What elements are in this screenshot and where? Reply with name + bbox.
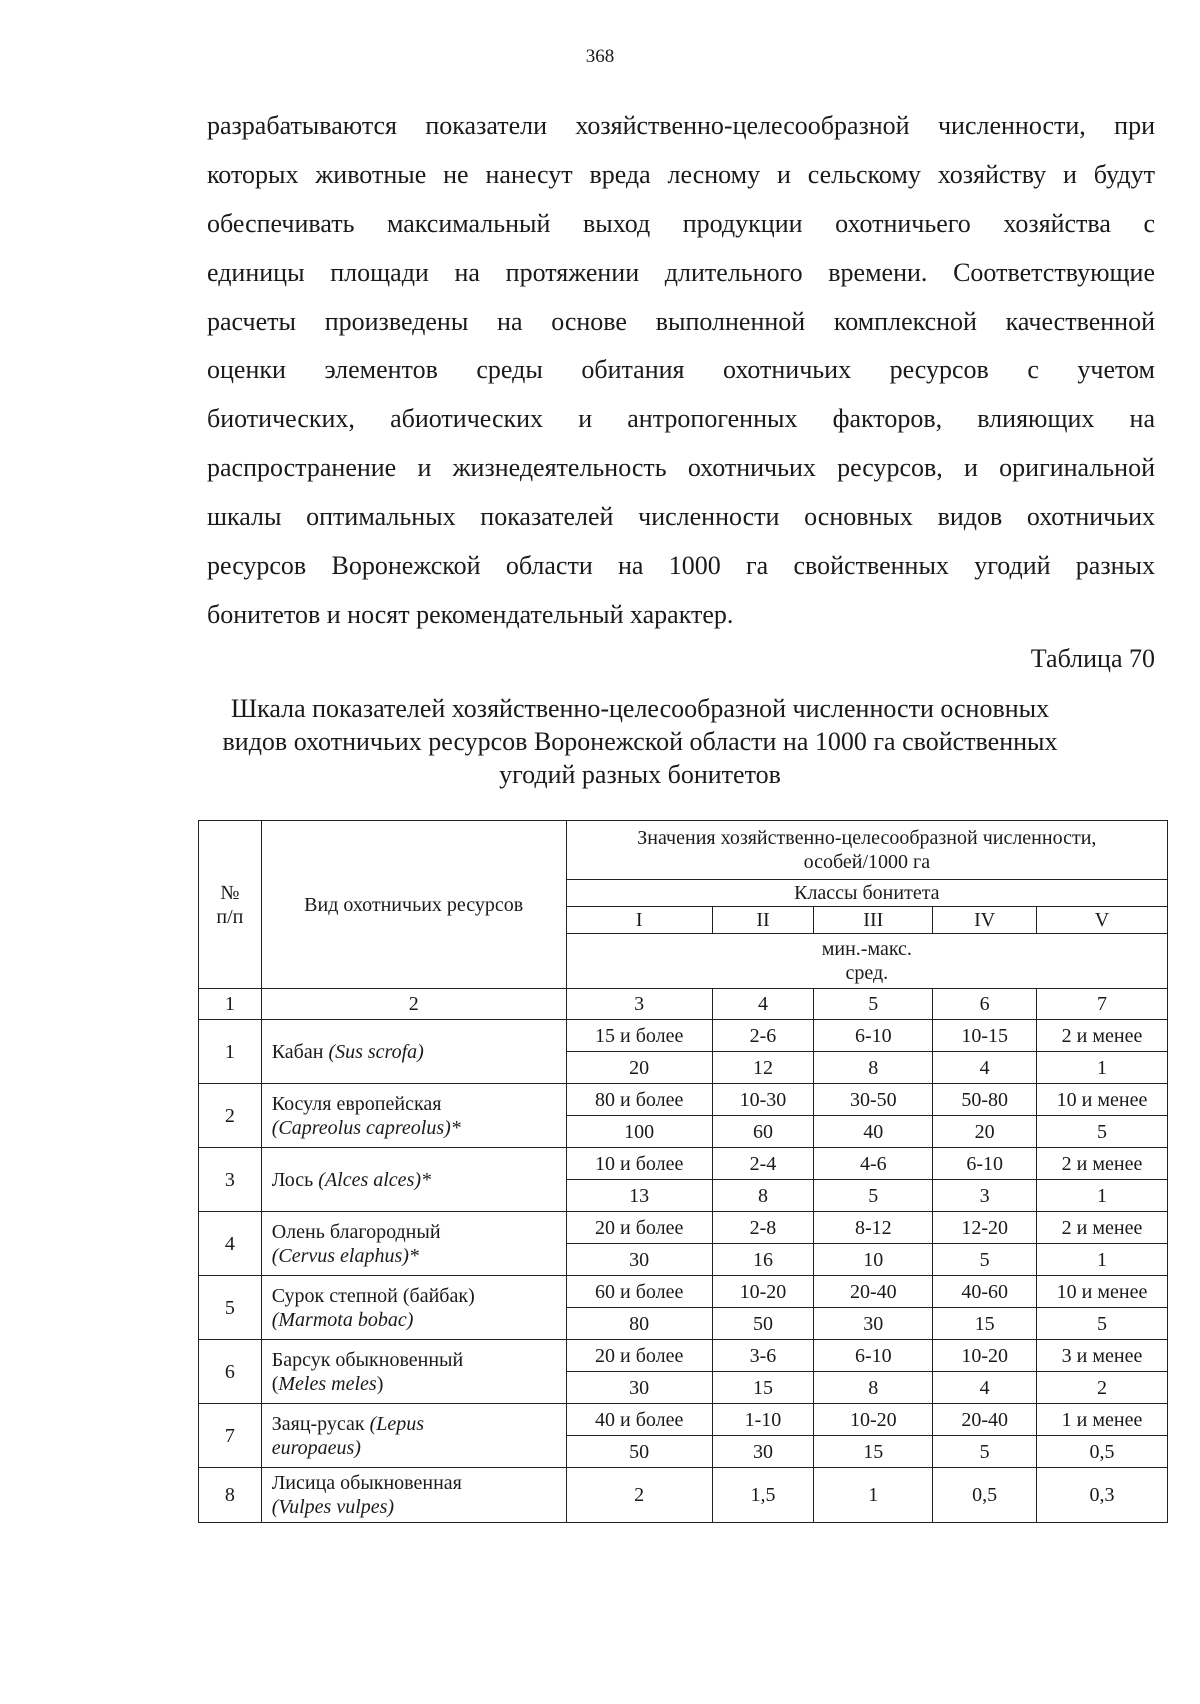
range-value: 10 и менее bbox=[1037, 1084, 1168, 1116]
average-value: 15 bbox=[814, 1436, 933, 1468]
header-class-iv: IV bbox=[933, 907, 1037, 934]
average-value: 3 bbox=[933, 1180, 1037, 1212]
range-value: 2-6 bbox=[712, 1020, 814, 1052]
species-cell bbox=[261, 1468, 566, 1523]
average-value: 50 bbox=[566, 1436, 712, 1468]
paragraph-line: бонитетов и носят рекомендательный характер. bbox=[207, 599, 734, 629]
range-value: 2 и менее bbox=[1037, 1212, 1168, 1244]
range-value: 20-40 bbox=[933, 1404, 1037, 1436]
paragraph-line: которых животные не нанесут вреда лесному и сельскому хозяйству и будут bbox=[207, 159, 1155, 189]
range-value: 6-10 bbox=[814, 1340, 933, 1372]
paragraph-line: разрабатываются показатели хозяйственно-целесообразной численности, при bbox=[207, 111, 1155, 140]
col-number: 1 bbox=[199, 989, 262, 1020]
header-num: № п/п bbox=[199, 821, 262, 989]
range-value: 10-15 bbox=[933, 1020, 1037, 1052]
species-latin: (Marmota bobac) bbox=[271, 1308, 414, 1331]
species-cell bbox=[261, 1148, 566, 1212]
average-value: 80 bbox=[566, 1308, 712, 1340]
row-number: 1 bbox=[199, 1020, 262, 1084]
table-row bbox=[199, 1212, 1168, 1244]
average-value: 5 bbox=[814, 1180, 933, 1212]
range-value: 6-10 bbox=[814, 1020, 933, 1052]
row-number: 6 bbox=[199, 1340, 262, 1404]
average-value: 1 bbox=[1037, 1244, 1168, 1276]
header-class-v: V bbox=[1037, 907, 1168, 934]
table-row bbox=[199, 1020, 1168, 1052]
species-latin: Meles meles bbox=[278, 1372, 377, 1395]
range-value: 15 и более bbox=[566, 1020, 712, 1052]
species-name: Сурок степной (байбак) bbox=[271, 1284, 475, 1307]
species-cell bbox=[261, 1404, 566, 1468]
average-value: 4 bbox=[933, 1372, 1037, 1404]
species-name: Барсук обыкновенный ( bbox=[271, 1348, 464, 1395]
range-value: 10-20 bbox=[933, 1340, 1037, 1372]
row-number: 4 bbox=[199, 1212, 262, 1276]
species-name: Заяц-русак bbox=[271, 1412, 370, 1435]
range-value: 40-60 bbox=[933, 1276, 1037, 1308]
column-numbers-row bbox=[199, 989, 1168, 1020]
average-value: 60 bbox=[712, 1116, 814, 1148]
species-cell bbox=[261, 1276, 566, 1340]
paragraph-line: обеспечивать максимальный выход продукции охотничьего хозяйства с bbox=[207, 208, 1155, 238]
range-value: 40 и более bbox=[566, 1404, 712, 1436]
header-class-ii: II bbox=[712, 907, 814, 934]
range-value: 2-4 bbox=[712, 1148, 814, 1180]
species-latin: (Lepus europaeus) bbox=[271, 1412, 425, 1459]
range-value: 20 и более bbox=[566, 1340, 712, 1372]
table-row bbox=[199, 1084, 1168, 1116]
species-cell bbox=[261, 1340, 566, 1404]
range-value: 60 и более bbox=[566, 1276, 712, 1308]
species-name: Кабан bbox=[271, 1040, 329, 1063]
col-number: 3 bbox=[566, 989, 712, 1020]
value: 1,5 bbox=[712, 1468, 814, 1523]
range-value: 1 и менее bbox=[1037, 1404, 1168, 1436]
header-class-i: I bbox=[566, 907, 712, 934]
species-name: Косуля европейская bbox=[271, 1092, 442, 1115]
species-name: Лисица обыкновенная bbox=[271, 1472, 462, 1494]
header-minmax: мин.-макс. сред. bbox=[566, 934, 1167, 989]
value: 1 bbox=[814, 1468, 933, 1523]
average-value: 12 bbox=[712, 1052, 814, 1084]
paragraph-line: расчеты произведены на основе выполненной комплексной качественной bbox=[207, 306, 1155, 336]
average-value: 1 bbox=[1037, 1052, 1168, 1084]
average-value: 50 bbox=[712, 1308, 814, 1340]
average-value: 13 bbox=[566, 1180, 712, 1212]
value: 0,5 bbox=[933, 1468, 1037, 1523]
paragraph-line: ресурсов Воронежской области на 1000 га свойственных угодий разных bbox=[207, 551, 1155, 581]
paragraph-line: распространение и жизнедеятельность охотничьих ресурсов, и оригинальной bbox=[207, 453, 1155, 483]
range-value: 3 и менее bbox=[1037, 1340, 1168, 1372]
table-row bbox=[199, 1404, 1168, 1436]
average-value: 30 bbox=[712, 1436, 814, 1468]
header-classes: Классы бонитета bbox=[566, 880, 1167, 907]
col-number: 6 bbox=[933, 989, 1037, 1020]
col-number: 4 bbox=[712, 989, 814, 1020]
table-title-line: видов охотничьих ресурсов Воронежской области на 1000 га свойственных bbox=[222, 727, 1058, 756]
col-number: 5 bbox=[814, 989, 933, 1020]
row-number: 3 bbox=[199, 1148, 262, 1212]
species-cell bbox=[261, 1020, 566, 1084]
range-value: 10-20 bbox=[814, 1404, 933, 1436]
average-value: 8 bbox=[814, 1372, 933, 1404]
header-class-iii: III bbox=[814, 907, 933, 934]
range-value: 10-30 bbox=[712, 1084, 814, 1116]
average-value: 15 bbox=[933, 1308, 1037, 1340]
range-value: 50-80 bbox=[933, 1084, 1037, 1116]
paragraph-line: единицы площади на протяжении длительного времени. Соответствующие bbox=[207, 257, 1155, 287]
table-title bbox=[150, 692, 1130, 791]
average-value: 16 bbox=[712, 1244, 814, 1276]
average-value: 10 bbox=[814, 1244, 933, 1276]
species-latin: (Cervus elaphus)* bbox=[271, 1244, 419, 1267]
average-value: 40 bbox=[814, 1116, 933, 1148]
species-latin-suffix: ) bbox=[376, 1372, 384, 1395]
numbers-table bbox=[198, 820, 1168, 1523]
species-latin: (Vulpes vulpes) bbox=[271, 1496, 395, 1518]
table-title-line: Шкала показателей хозяйственно-целесообразной численности основных bbox=[230, 694, 1050, 723]
range-value: 1-10 bbox=[712, 1404, 814, 1436]
average-value: 0,5 bbox=[1037, 1436, 1168, 1468]
average-value: 15 bbox=[712, 1372, 814, 1404]
species-latin: (Alces alces)* bbox=[318, 1168, 432, 1191]
average-value: 30 bbox=[566, 1244, 712, 1276]
paragraph-line: биотических, абиотических и антропогенных факторов, влияющих на bbox=[207, 404, 1155, 434]
range-value: 20-40 bbox=[814, 1276, 933, 1308]
species-latin: (Sus scrofa) bbox=[328, 1040, 424, 1063]
range-value: 10 и более bbox=[566, 1148, 712, 1180]
average-value: 5 bbox=[933, 1436, 1037, 1468]
table-row bbox=[199, 1276, 1168, 1308]
species-name: Олень благородный bbox=[271, 1220, 441, 1243]
page-number: 368 bbox=[585, 46, 615, 67]
average-value: 8 bbox=[814, 1052, 933, 1084]
average-value: 20 bbox=[933, 1116, 1037, 1148]
average-value: 5 bbox=[933, 1244, 1037, 1276]
row-number: 2 bbox=[199, 1084, 262, 1148]
range-value: 3-6 bbox=[712, 1340, 814, 1372]
range-value: 10-20 bbox=[712, 1276, 814, 1308]
species-latin: (Capreolus capreolus)* bbox=[271, 1116, 461, 1139]
average-value: 2 bbox=[1037, 1372, 1168, 1404]
value: 0,3 bbox=[1037, 1468, 1168, 1523]
value: 2 bbox=[566, 1468, 712, 1523]
range-value: 10 и менее bbox=[1037, 1276, 1168, 1308]
table-label: Таблица 70 bbox=[1030, 644, 1155, 673]
average-value: 30 bbox=[814, 1308, 933, 1340]
range-value: 80 и более bbox=[566, 1084, 712, 1116]
average-value: 1 bbox=[1037, 1180, 1168, 1212]
average-value: 5 bbox=[1037, 1308, 1168, 1340]
average-value: 4 bbox=[933, 1052, 1037, 1084]
range-value: 4-6 bbox=[814, 1148, 933, 1180]
species-name: Лось bbox=[271, 1168, 319, 1191]
range-value: 2 и менее bbox=[1037, 1020, 1168, 1052]
range-value: 12-20 bbox=[933, 1212, 1037, 1244]
range-value: 30-50 bbox=[814, 1084, 933, 1116]
range-value: 8-12 bbox=[814, 1212, 933, 1244]
body-paragraph bbox=[207, 104, 1155, 642]
row-number: 8 bbox=[199, 1468, 262, 1523]
col-number: 7 bbox=[1037, 989, 1168, 1020]
table-title-line: угодий разных бонитетов bbox=[499, 760, 781, 789]
species-cell bbox=[261, 1212, 566, 1276]
table-row bbox=[199, 1148, 1168, 1180]
header-species: Вид охотничьих ресурсов bbox=[261, 821, 566, 989]
average-value: 5 bbox=[1037, 1116, 1168, 1148]
average-value: 8 bbox=[712, 1180, 814, 1212]
row-number: 5 bbox=[199, 1276, 262, 1340]
average-value: 30 bbox=[566, 1372, 712, 1404]
species-cell bbox=[261, 1084, 566, 1148]
range-value: 2-8 bbox=[712, 1212, 814, 1244]
range-value: 2 и менее bbox=[1037, 1148, 1168, 1180]
paragraph-line: оценки элементов среды обитания охотничьих ресурсов с учетом bbox=[207, 355, 1155, 385]
average-value: 100 bbox=[566, 1116, 712, 1148]
range-value: 6-10 bbox=[933, 1148, 1037, 1180]
col-number: 2 bbox=[261, 989, 566, 1020]
table-row bbox=[199, 1340, 1168, 1372]
header-values: Значения хозяйственно-целесообразной численности, особей/1000 га bbox=[566, 821, 1167, 880]
average-value: 20 bbox=[566, 1052, 712, 1084]
table-row bbox=[199, 1468, 1168, 1523]
range-value: 20 и более bbox=[566, 1212, 712, 1244]
paragraph-line: шкалы оптимальных показателей численности основных видов охотничьих bbox=[207, 502, 1155, 532]
row-number: 7 bbox=[199, 1404, 262, 1468]
